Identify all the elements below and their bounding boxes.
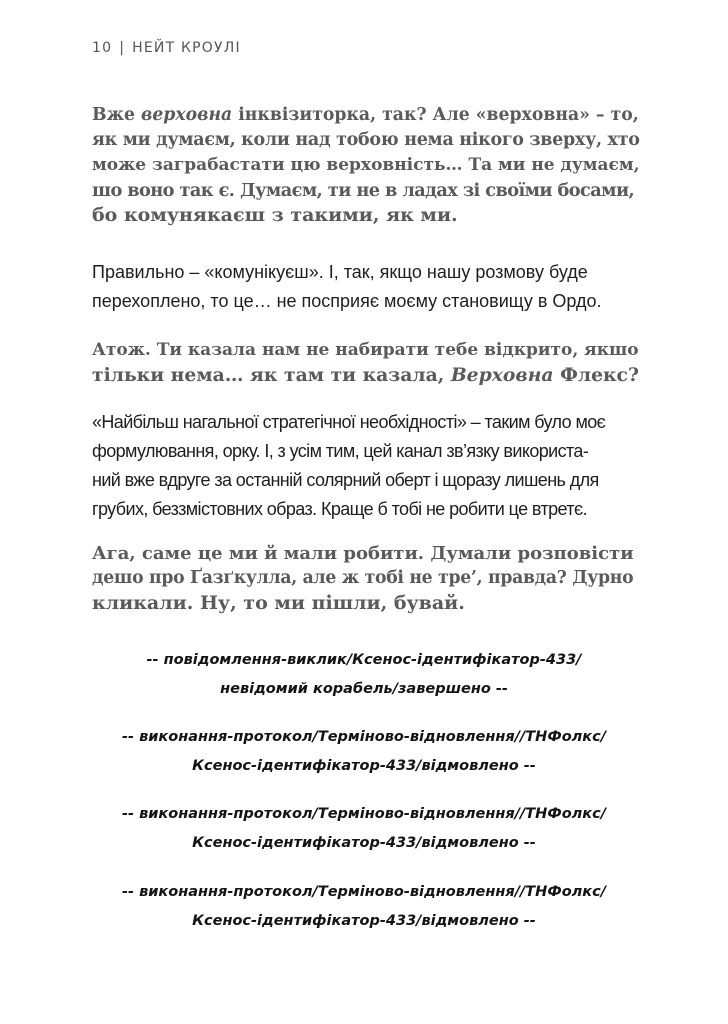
- system-message-line: Ксенос-ідентифікатор-433/відмовлено --: [192, 758, 536, 774]
- system-message-line: невідомий корабель/завершено --: [220, 681, 508, 697]
- paragraph-line: може заграбастати цю верховність… Та ми не думаєм,: [92, 155, 640, 175]
- paragraph-line: бо комунякаєш з такими, як ми.: [92, 204, 458, 226]
- paragraph-line: грубих, беззмістовних образ. Краще б тобі не робити це втретє.: [92, 499, 587, 519]
- system-message: [60, 878, 668, 936]
- paragraph-line: Ага, саме це ми й мали робити. Думали розповісти: [92, 543, 634, 564]
- ork-paragraph-3: [92, 541, 640, 616]
- system-message-line: Ксенос-ідентифікатор-433/відмовлено --: [192, 835, 536, 851]
- inquisitor-paragraph-2: [92, 408, 640, 524]
- system-message-line: -- виконання-протокол/Терміново-відновлення//ТНФолкс/: [121, 806, 607, 822]
- ork-paragraph-2: [92, 338, 640, 388]
- paragraph-line: кликали. Ну, то ми пішли, бувай.: [92, 592, 465, 614]
- system-message-line: Ксенос-ідентифікатор-433/відмовлено --: [192, 913, 536, 929]
- system-message: [60, 723, 668, 781]
- paragraph-line: перехоплено, то це… не посприяє моєму становищу в Ордо.: [92, 291, 602, 311]
- paragraph-line: ний вже вдруге за останній солярний оберт і щоразу лишень для: [92, 470, 599, 490]
- author-name: НЕЙТ КРОУЛІ: [132, 40, 241, 56]
- paragraph-line: як ми думаєм, коли над тобою нема нікого зверху, хто: [92, 130, 640, 150]
- paragraph-line: шо воно так є. Думаєм, ти не в ладах зі своїми босами,: [92, 180, 635, 201]
- paragraph-line: Вже верховна інквізиторка, так? Але «верховна» – то,: [92, 105, 639, 125]
- system-message: [60, 646, 668, 704]
- paragraph-line: Правильно – «комунікуєш». І, так, якщо нашу розмову буде: [92, 262, 588, 282]
- inquisitor-paragraph-1: [92, 258, 640, 316]
- emphasis: верховна: [140, 105, 233, 125]
- paragraph-line: Атож. Ти казала нам не набирати тебе відкрито, якшо: [92, 340, 639, 360]
- ork-paragraph-1: [92, 103, 640, 228]
- paragraph-line: формулювання, орку. І, з усім тим, цей канал зв’язку використа-: [92, 441, 589, 461]
- system-message-line: -- повідомлення-виклик/Ксенос-ідентифікатор-433/: [146, 652, 582, 668]
- paragraph-line: дешо про Ґазґкулла, але ж тобі не тре’, правда? Дурно: [92, 568, 634, 588]
- system-message-line: -- виконання-протокол/Терміново-відновлення//ТНФолкс/: [121, 729, 607, 745]
- paragraph-line: тільки нема… як там ти казала, Верховна Флекс?: [92, 364, 639, 386]
- system-message: [60, 800, 668, 858]
- system-message-line: -- виконання-протокол/Терміново-відновлення//ТНФолкс/: [121, 884, 607, 900]
- page-number: 10: [92, 40, 113, 56]
- header-separator: |: [119, 40, 126, 56]
- running-header: [92, 40, 241, 56]
- emphasis: Верховна: [450, 364, 554, 386]
- paragraph-line: «Найбільш нагальної стратегічної необхідності» – таким було моє: [92, 412, 606, 432]
